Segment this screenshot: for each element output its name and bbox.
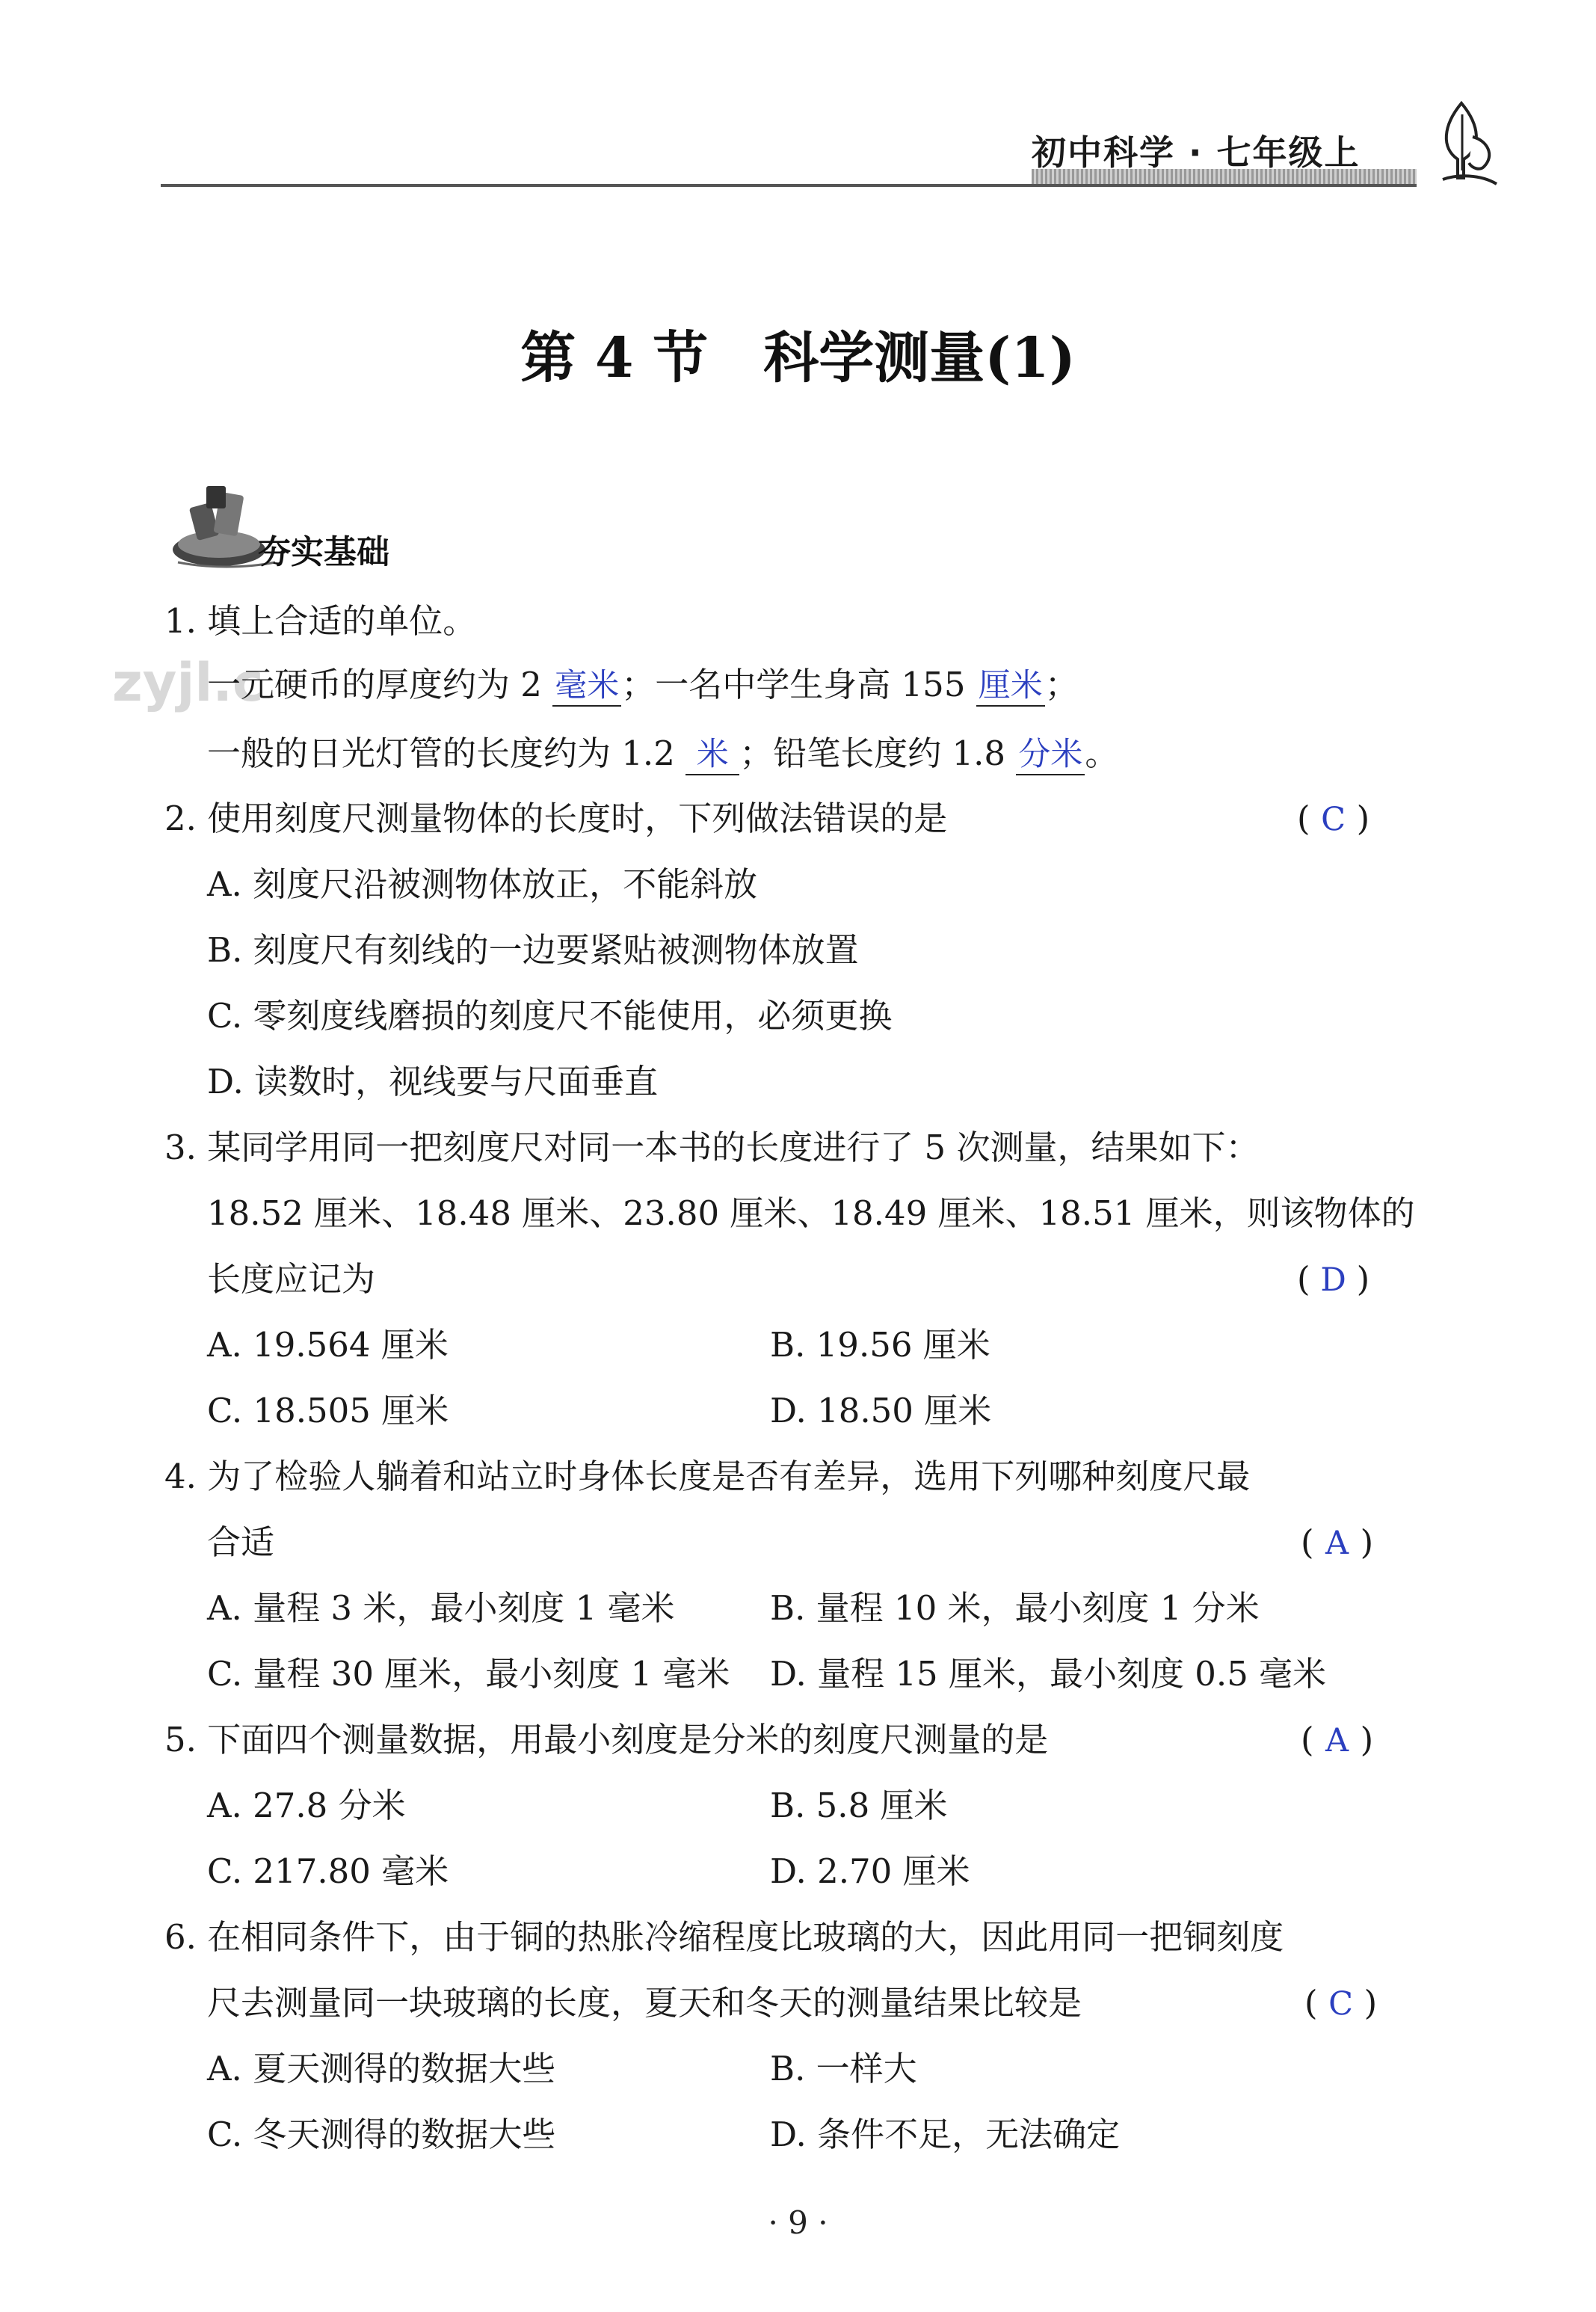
bracket-open: ( <box>1301 1522 1314 1562</box>
q3-stem-1: 3. 某同学用同一把刻度尺对同一本书的长度进行了 5 次测量，结果如下： <box>164 1128 1260 1167</box>
q1-stem: 1. 填上合适的单位。 <box>164 601 477 641</box>
bracket-open: ( <box>1297 1259 1310 1299</box>
tree-logo-icon <box>1428 96 1499 189</box>
q1-answer-4: 分米 <box>1018 736 1083 773</box>
q3-stem-3: 长度应记为 <box>207 1259 376 1299</box>
q2-stem: 2. 使用刻度尺测量物体的长度时，下列做法错误的是 <box>164 799 948 838</box>
q5-answer: A <box>1325 1722 1349 1759</box>
q5-option-d: D. 2.70 厘米 <box>770 1851 970 1891</box>
q6-option-a: A. 夏天测得的数据大些 <box>207 2049 556 2088</box>
q4-stem-1: 4. 为了检验人躺着和站立时身体长度是否有差异，选用下列哪种刻度尺最 <box>164 1457 1251 1496</box>
q1-blank-2 <box>976 668 1045 707</box>
q2-option-d: D. 读数时，视线要与尺面垂直 <box>207 1062 659 1101</box>
q1-blank-4 <box>1016 737 1085 775</box>
q4-option-c: C. 量程 30 厘米，最小刻度 1 毫米 <box>207 1654 730 1694</box>
q3-answer: D <box>1320 1261 1346 1299</box>
q6-option-d: D. 条件不足，无法确定 <box>770 2115 1121 2154</box>
q5-stem: 5. 下面四个测量数据，用最小刻度是分米的刻度尺测量的是 <box>164 1720 1049 1759</box>
section-label: 夯实基础 <box>258 533 389 571</box>
q5-option-c: C. 217.80 毫米 <box>207 1851 449 1891</box>
q3-option-b: B. 19.56 厘米 <box>770 1325 990 1365</box>
bracket-open: ( <box>1297 799 1310 838</box>
q3-stem-2: 18.52 厘米、18.48 厘米、23.80 厘米、18.49 厘米、18.51 厘米，则该物体的 <box>207 1193 1415 1233</box>
q4-option-d: D. 量程 15 厘米，最小刻度 0.5 毫米 <box>770 1654 1327 1694</box>
bracket-close: ) <box>1364 1983 1378 2023</box>
q2-answer: C <box>1321 801 1346 838</box>
q2-option-c: C. 零刻度线磨损的刻度尺不能使用，必须更换 <box>207 996 893 1036</box>
q1-line1-text-a: 一元硬币的厚度约为 2 <box>207 665 553 704</box>
q3-option-d: D. 18.50 厘米 <box>770 1391 992 1430</box>
bracket-close: ) <box>1360 1522 1374 1562</box>
q2-option-b: B. 刻度尺有刻线的一边要紧贴被测物体放置 <box>207 930 859 970</box>
header-rule <box>161 184 1417 187</box>
q1-line2-text-a: 一般的日光灯管的长度约为 1.2 <box>207 734 686 773</box>
q5-option-a: A. 27.8 分米 <box>207 1786 406 1825</box>
q4-stem-2: 合适 <box>207 1522 275 1562</box>
q1-line1-text-c: ； <box>1044 665 1079 704</box>
header-title: 初中科学 · 七年级上 <box>1032 132 1361 173</box>
q6-answer: C <box>1328 1985 1354 2023</box>
q6-answer-bracket <box>1304 1983 1378 2023</box>
q1-blank-3 <box>685 737 739 775</box>
q5-answer-bracket <box>1301 1720 1374 1759</box>
bracket-open: ( <box>1304 1983 1318 2023</box>
q4-answer-bracket <box>1301 1522 1374 1562</box>
watermark-text: zyjl.c <box>112 652 264 713</box>
q6-option-c: C. 冬天测得的数据大些 <box>207 2115 556 2154</box>
q1-line1-text-b: ；一名中学生身高 155 <box>621 665 976 704</box>
q1-blank-1 <box>552 668 621 707</box>
bracket-close: ) <box>1356 1259 1370 1299</box>
bracket-close: ) <box>1360 1720 1374 1759</box>
q2-answer-bracket <box>1297 799 1370 838</box>
q3-answer-bracket <box>1297 1259 1370 1299</box>
q1-line1 <box>207 665 1079 707</box>
q1-line2-text-b: ；铅笔长度约 1.8 <box>739 734 1017 773</box>
q1-line2-text-c: 。 <box>1085 734 1119 773</box>
q6-stem-1: 6. 在相同条件下，由于铜的热胀冷缩程度比玻璃的大，因此用同一把铜刻度 <box>164 1917 1284 1957</box>
q1-line2 <box>207 734 1119 775</box>
q1-answer-3: 米 <box>696 736 729 773</box>
q3-option-a: A. 19.564 厘米 <box>207 1325 449 1365</box>
bracket-open: ( <box>1301 1720 1314 1759</box>
q4-option-a: A. 量程 3 米，最小刻度 1 毫米 <box>207 1588 675 1628</box>
q3-option-c: C. 18.505 厘米 <box>207 1391 449 1430</box>
bracket-close: ) <box>1356 799 1370 838</box>
q1-answer-2: 厘米 <box>978 667 1043 704</box>
page-number: · 9 · <box>768 2204 828 2241</box>
q6-option-b: B. 一样大 <box>770 2049 917 2088</box>
q1-answer-1: 毫米 <box>555 667 620 704</box>
q4-option-b: B. 量程 10 米，最小刻度 1 分米 <box>770 1588 1260 1628</box>
chapter-title: 第 4 节 科学测量(1) <box>520 326 1076 390</box>
q5-option-b: B. 5.8 厘米 <box>770 1786 948 1825</box>
q6-stem-2: 尺去测量同一块玻璃的长度，夏天和冬天的测量结果比较是 <box>207 1983 1082 2023</box>
q2-option-a: A. 刻度尺沿被测物体放正，不能斜放 <box>207 864 758 904</box>
q4-answer: A <box>1325 1525 1349 1562</box>
